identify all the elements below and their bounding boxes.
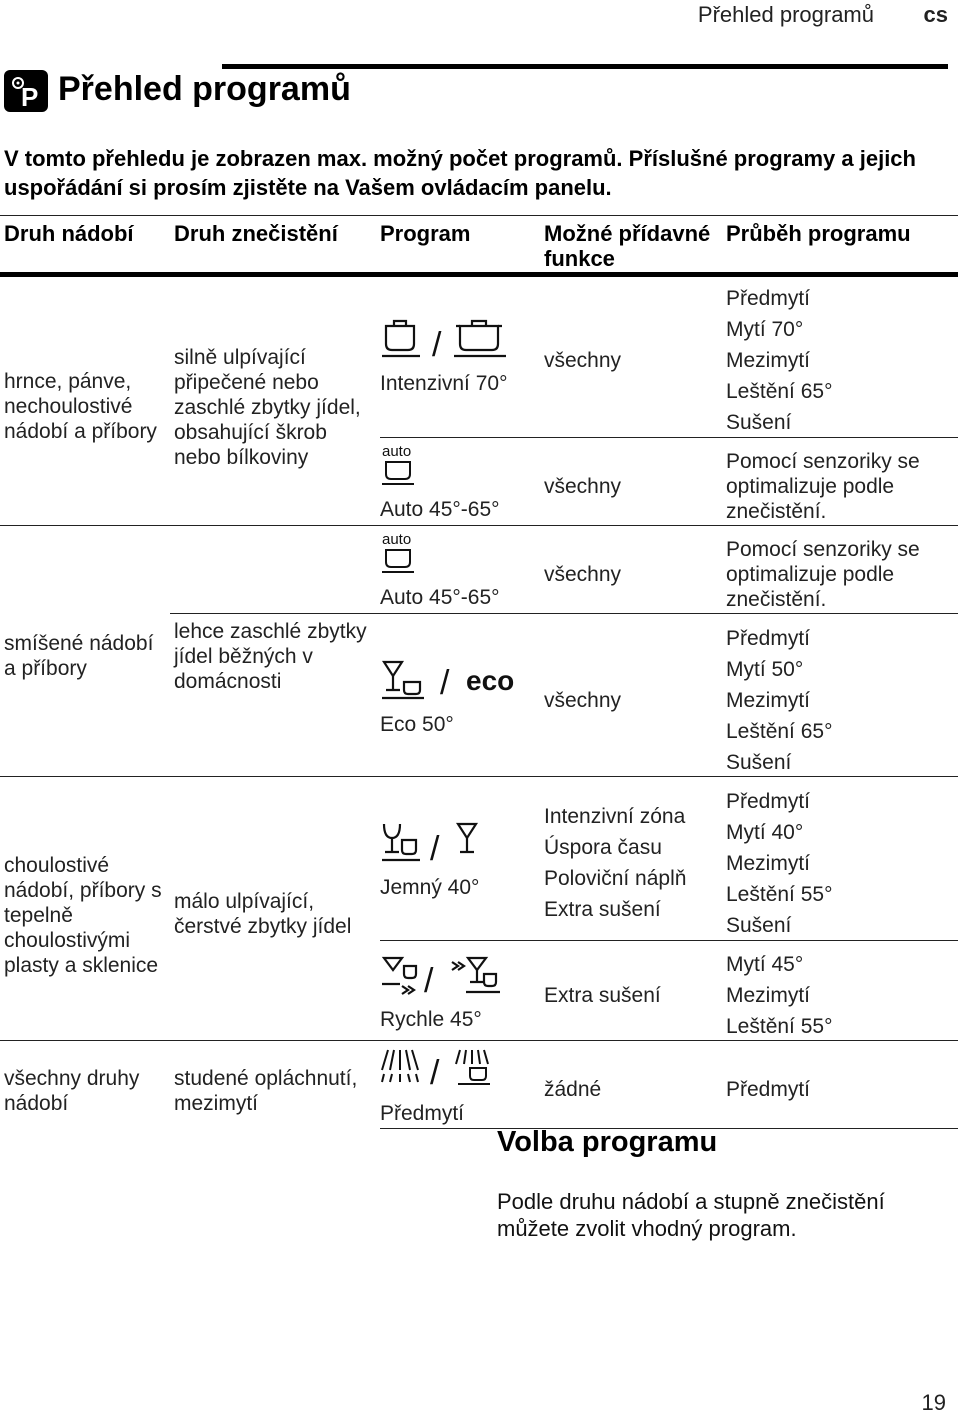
options-cell: žádné: [544, 1078, 602, 1101]
option: Úspora času: [544, 836, 662, 859]
steps-cell: Pomocí senzoriky se optimalizuje podle znečistění.: [726, 450, 920, 523]
program-overview-icon: [4, 70, 48, 112]
options-cell: všechny: [544, 689, 622, 712]
step: Předmytí: [726, 287, 811, 310]
eco-label: eco: [466, 665, 515, 696]
table-header-rule: [0, 272, 958, 277]
step: Předmytí: [726, 790, 811, 813]
options-cell: všechny: [544, 563, 622, 586]
step: Předmytí: [726, 627, 811, 650]
col-header-steps: Průběh programu: [726, 221, 911, 246]
program-name: Jemný 40°: [380, 876, 480, 899]
step: Leštění 65°: [726, 380, 833, 403]
dishes-cell: smíšené nádobí a příbory: [4, 632, 154, 680]
dishes-cell: hrnce, pánve, nechoulostivé nádobí a příbory: [4, 370, 157, 443]
slash-separator: /: [424, 962, 434, 998]
eco-program-icon: [380, 656, 520, 707]
language-code: cs: [923, 2, 948, 27]
program-name: Intenzivní 70°: [380, 372, 508, 395]
table-top-rule: [0, 215, 958, 216]
steps-cell: [726, 952, 832, 1045]
auto-program-icon: [380, 442, 420, 491]
col-header-program: Program: [380, 221, 471, 246]
step: Sušení: [726, 411, 792, 434]
dishes-cell: choulostivé nádobí, příbory s tepelně choulostivými plasty a sklenice: [4, 854, 162, 977]
section-text: Podle druhu nádobí a stupně znečistění můžete zvolit vhodný program.: [497, 1189, 885, 1241]
step: Mezimytí: [726, 984, 810, 1007]
page-title: Přehled programů: [58, 70, 351, 108]
col-header-options: Možné přídavné funkce: [544, 221, 711, 271]
step: Sušení: [726, 914, 792, 937]
section-heading: Volba programu: [497, 1126, 718, 1158]
step: Sušení: [726, 751, 792, 774]
program-name: Auto 45°-65°: [380, 498, 500, 521]
slash-separator: /: [430, 830, 440, 866]
page-number: 19: [921, 1390, 946, 1415]
step: Mezimytí: [726, 689, 810, 712]
program-name: Auto 45°-65°: [380, 586, 500, 609]
auto-label: auto: [382, 531, 412, 548]
slash-separator: /: [432, 326, 442, 360]
auto-program-icon: [380, 530, 420, 579]
steps-cell: Předmytí: [726, 1078, 811, 1101]
col-header-soil: Druh znečistění: [174, 221, 338, 246]
header-rule: [222, 64, 948, 69]
slash-separator: /: [430, 1054, 440, 1090]
pot-icon: [380, 314, 510, 365]
step: Leštění 65°: [726, 720, 833, 743]
slash-separator: /: [440, 664, 450, 702]
options-cell: Extra sušení: [544, 984, 661, 1007]
step: Mytí 70°: [726, 318, 804, 341]
steps-cell: [726, 286, 832, 441]
col-header-dishes: Druh nádobí: [4, 221, 134, 246]
option: Intenzivní zóna: [544, 805, 686, 828]
steps-cell: [726, 626, 832, 781]
steps-cell: [726, 789, 832, 944]
options-cell: všechny: [544, 349, 622, 372]
row-divider: [0, 525, 958, 526]
options-cell: [544, 804, 686, 928]
program-name: Předmytí: [380, 1102, 465, 1125]
soil-cell: silně ulpívající připečené nebo zaschlé zbytky jídel, obsahující škrob nebo bílkoviny: [174, 346, 361, 469]
program-name: Rychle 45°: [380, 1008, 482, 1031]
auto-label: auto: [382, 443, 412, 460]
title-icon-letter: P: [21, 82, 39, 112]
soil-cell: studené opláchnutí, mezimytí: [174, 1067, 358, 1115]
step: Mezimytí: [726, 852, 810, 875]
running-header: Přehled programů: [697, 2, 874, 27]
program-name: Eco 50°: [380, 713, 454, 736]
step: Mytí 40°: [726, 821, 804, 844]
step: Mytí 50°: [726, 658, 804, 681]
step: Leštění 55°: [726, 883, 833, 906]
subrow-divider: [380, 940, 958, 941]
subrow-divider: [170, 613, 958, 614]
prerinse-icon: [380, 1044, 510, 1095]
option: Extra sušení: [544, 898, 661, 921]
step: Mytí 45°: [726, 953, 804, 976]
soil-cell: lehce zaschlé zbytky jídel běžných v domácnosti: [174, 620, 367, 693]
option: Poloviční náplň: [544, 867, 687, 890]
step: Leštění 55°: [726, 1015, 833, 1038]
dishes-cell: všechny druhy nádobí: [4, 1067, 140, 1115]
glass-icon: [380, 820, 510, 871]
soil-cell: málo ulpívající, čerstvé zbytky jídel: [174, 890, 352, 938]
intro-text: V tomto přehledu je zobrazen max. možný počet programů. Příslušné programy a jejich uspořádání si prosím zjistěte na Vašem ovládacím panelu.: [4, 146, 916, 200]
steps-cell: Pomocí senzoriky se optimalizuje podle znečistění.: [726, 538, 920, 611]
quick-program-icon: [380, 952, 510, 1003]
step: Mezimytí: [726, 349, 810, 372]
options-cell: všechny: [544, 475, 622, 498]
subrow-divider: [380, 437, 958, 438]
